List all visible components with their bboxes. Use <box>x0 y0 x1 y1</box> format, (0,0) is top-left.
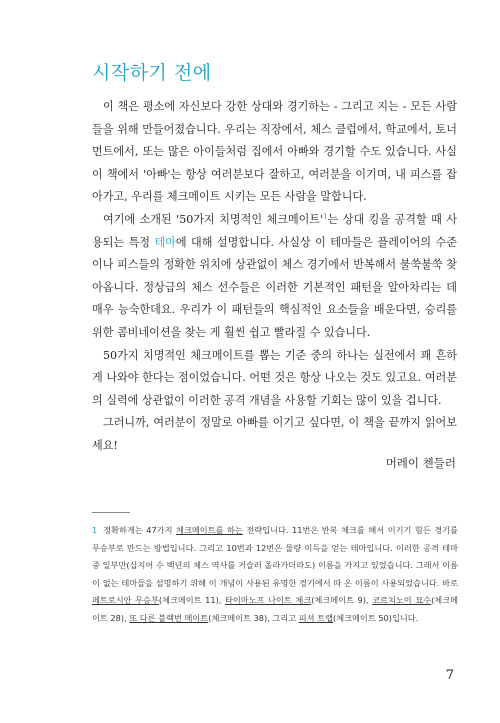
footnote-text: (체크메이트 28), <box>92 595 459 623</box>
author-signature: 머레이 첸들러 <box>385 456 456 470</box>
footnote-term: 체크메이트를 하는 <box>176 525 243 535</box>
footnote-term: 페트로시안 무승부 <box>92 595 159 606</box>
footnote-text: 전략입니다. 11번은 반복 체크를 해서 이기기 힘든 경기를 무승부로 만드는 방법입니다. 그리고 10번과 12번은 물량 이득을 얻는 테마입니다. 이러한 공격 테마 중 일부만(십지어 수 백년의 체스 역사를 거슬러 올라가더라도) 이름을 가지고 있었습니다. 그래서 이름이 없는 테마들을 설명하기 위해 이 개념이 사용된 유명한 경기에서 따 온 이름이 사용되었습니다. 바로 <box>92 525 458 588</box>
body-text <box>92 96 457 458</box>
paragraph-2-part-a: 여기에 소개된 '50가지 치명적인 체크메이트' <box>103 212 324 226</box>
page-number: 7 <box>445 668 454 683</box>
paragraph-2-part-c: 에 대해 설명합니다. 사실상 이 테마들은 플레이어의 수준이나 피스들의 정확한 위치에 상관없이 체스 경기에서 반복해서 불쑥불쑥 찾아옵니다. 정상급의 체스 선수들은 이러한 기본적인 패턴을 알아차리는 데 매우 능숙한데요. 우리가 이 패턴들의 핵심적인 요소들을 배운다면, 승리를 위한 콤비네이션을 찾는 게 훨씬 쉽고 빨라질 수 있습니다. <box>92 235 457 339</box>
footnote-term: 타이마노프 나이트 체크 <box>224 595 312 606</box>
footnote-text: (체크메이트 11), <box>158 595 225 606</box>
footnote-term: 피셔 트랩 <box>298 612 333 623</box>
section-heading: 시작하기 전에 <box>92 62 212 84</box>
footnote <box>92 522 458 628</box>
footnote-reference[interactable]: 1 <box>323 212 328 221</box>
footnote-text: (체크메이트 9), <box>311 595 373 606</box>
footnote-divider <box>92 512 130 513</box>
footnote-text: (체크메이트 38), 그리고 <box>208 612 299 623</box>
paragraph-3: 50가지 치명적인 체크메이트를 뽑는 기준 중의 하나는 실전에서 꽤 흔하게 나와야 한다는 점이었습니다. 어떤 것은 항상 나오는 것도 있고요. 여러분의 실력에 상관없이 이러한 공격 개념을 사용할 기회는 많이 있을 겁니다. <box>92 348 457 407</box>
footnote-text: 정확하게는 47가지 <box>103 525 177 535</box>
footnote-term: 코르치노이 묘수 <box>372 595 432 606</box>
footnote-term: 또 다른 블랙번 메이트 <box>129 612 209 623</box>
footnote-number: 1 <box>92 525 98 535</box>
highlighted-term: 테마 <box>154 235 176 249</box>
footnote-text: (체크메이트 50)입니다. <box>333 612 419 623</box>
paragraph-1: 이 책은 평소에 자신보다 강한 상대와 경기하는 - 그리고 지는 - 모든 사람들을 위해 만들어졌습니다. 우리는 직장에서, 체스 클럽에서, 학교에서, 토너먼트에서, 또는 많은 아이들처럼 집에서 아빠와 경기할 수도 있습니다. 사실 이 책에서 '아빠'는 항상 여러분보다 잘하고, 여러분을 이기며, 내 피스를 잡아가고, 우리를 체크메이트 시키는 모든 사람을 말합니다. <box>92 100 457 204</box>
paragraph-2 <box>92 209 457 345</box>
paragraph-2-part-b: 는 상대 킹을 공격할 때 사용되는 특정 <box>92 212 457 249</box>
paragraph-4: 그러니까, 여러분이 정말로 아빠를 이기고 싶다면, 이 책을 끝까지 읽어보세요! <box>92 416 457 452</box>
